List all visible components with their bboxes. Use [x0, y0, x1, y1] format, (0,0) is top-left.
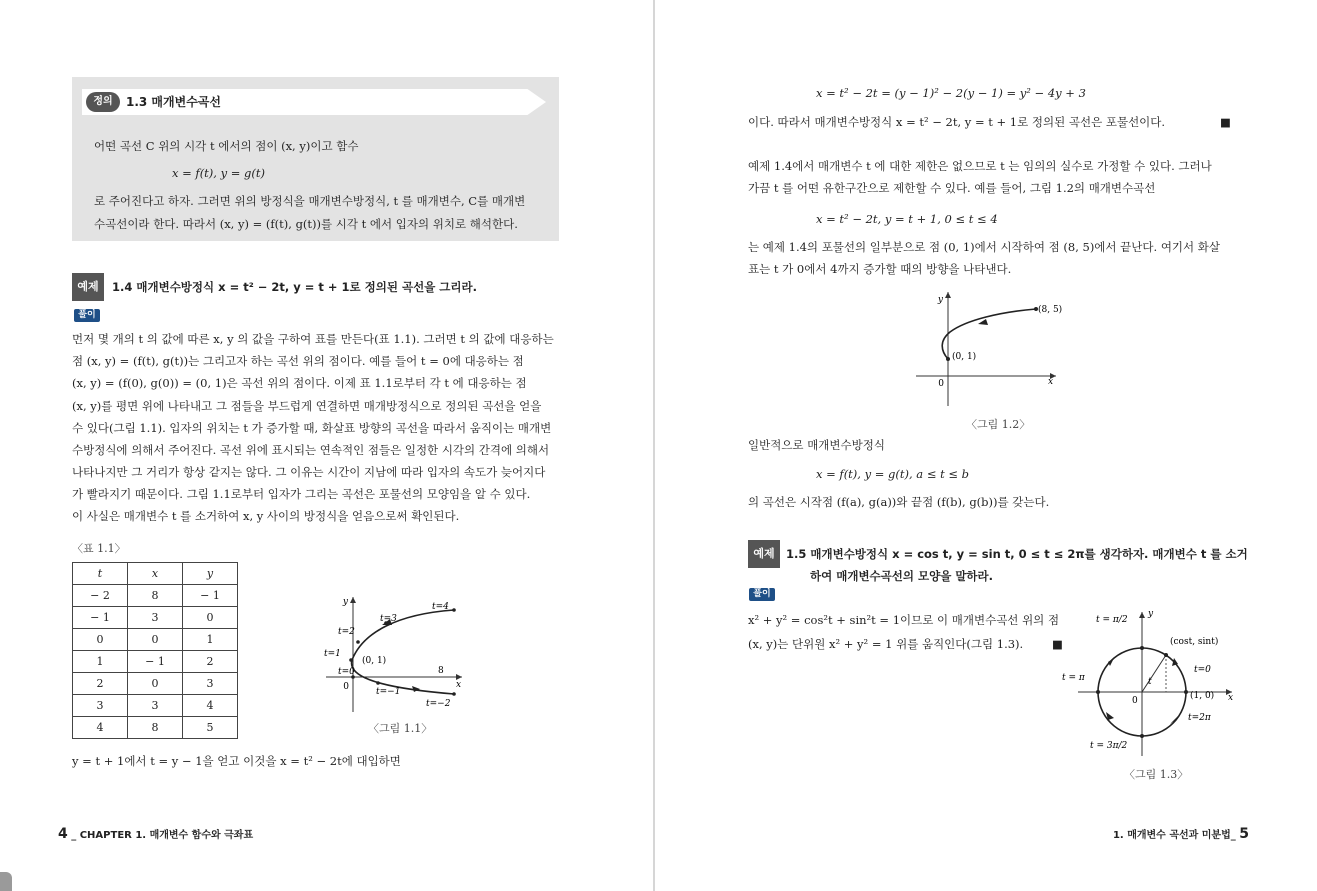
paragraph-line: 는 예제 1.4의 포물선의 일부분으로 점 (0, 1)에서 시작하여 점 (8, 5)에서 끝난다. 여기서 화살: [748, 240, 1221, 254]
solution-line2: (x, y)는 단위원 x² + y² = 1 위를 움직인다(그림 1.3).: [748, 637, 1024, 651]
table-header: t: [73, 563, 128, 585]
definition-equation: x = f(t), y = g(t): [172, 166, 265, 180]
table-row: [73, 673, 238, 695]
footer-text: 1. 매개변수 곡선과 미분법_: [1112, 830, 1236, 841]
table-cell: 4: [183, 695, 238, 717]
page-gutter: [653, 0, 655, 891]
table-cell: 3: [128, 607, 183, 629]
right-page: [656, 0, 1317, 891]
page-number: 5: [1239, 826, 1249, 842]
t2pi-label: t=2π: [1188, 713, 1211, 723]
table-row: [73, 607, 238, 629]
figure-1-1-caption: 〈그림 1.1〉: [368, 722, 433, 735]
table-header: x: [128, 563, 183, 585]
figure-1-1: [318, 592, 468, 716]
left-point: [1096, 690, 1100, 694]
body-line: 나타나지만 그 거리가 항상 같지는 않다. 그 이유는 시간이 지남에 따라 입자의 속도가 늦어지다: [72, 465, 546, 479]
table-cell: 0: [73, 629, 128, 651]
equation-mid: x = t² − 2t, y = t + 1, 0 ≤ t ≤ 4: [816, 212, 998, 226]
y-axis-arrow: [350, 597, 356, 603]
table-row: [73, 717, 238, 739]
figure-1-3: [1060, 606, 1238, 762]
value-table: [72, 562, 238, 739]
x-axis-label: x: [1048, 377, 1054, 387]
body-line: 수방정식에 의해서 주어진다. 곡선 위에 표시되는 연속적인 점들은 일정한 시각의 간격에 의해서: [72, 443, 550, 457]
body-line: 이 사실은 매개변수 t 를 소거하여 x, y 사이의 방정식을 얻음으로써 확인된다.: [72, 509, 460, 523]
body-line: 점 (x, y) = (f(t), g(t))는 그리고자 하는 곡선 위의 점이다. 예를 들어 t = 0에 대응하는 점: [72, 354, 524, 368]
table-cell: 8: [128, 717, 183, 739]
parabola-curve: [352, 610, 454, 694]
table-cell: 5: [183, 717, 238, 739]
table-cell: 2: [73, 673, 128, 695]
page-number: 4: [58, 826, 68, 842]
example-title-line2: 하여 매개변수곡선의 모양을 말하라.: [810, 569, 994, 583]
curve-point: [349, 658, 353, 662]
footer-right: [1113, 826, 1249, 842]
body-line: (x, y) = (f(0), g(0)) = (0, 1)은 곡선 위의 점이다. 이제 표 1.1로부터 각 t 에 대응하는 점: [72, 376, 527, 390]
table-cell: 0: [128, 673, 183, 695]
solution-badge: 풀이: [74, 309, 100, 322]
y-axis-label: y: [1148, 609, 1154, 619]
definition-title: 1.3 매개변수곡선: [126, 95, 221, 109]
footer-left: [58, 826, 253, 842]
definition-line3: 수곡선이라 한다. 따라서 (x, y) = (f(t), g(t))를 시각 t 에서 입자의 위치로 해석한다.: [94, 217, 518, 231]
table-cell: 8: [128, 585, 183, 607]
conclusion-line: 이다. 따라서 매개변수방정식 x = t² − 2t, y = t + 1로 정의된 곡선은 포물선이다.: [748, 115, 1166, 129]
curve-point: [376, 681, 380, 685]
start-point: [946, 357, 950, 361]
unit-point-label: (1, 0): [1190, 691, 1215, 701]
point-label: (cost, sint): [1170, 637, 1219, 647]
table-cell: 1: [183, 629, 238, 651]
paragraph-line: 표는 t 가 0에서 4까지 증가할 때의 방향을 나타낸다.: [748, 262, 1012, 276]
body-line: 먼저 몇 개의 t 의 값에 따른 x, y 의 값을 구하여 표를 만든다(표 1.1). 그러면 t 의 값에 대응하는: [72, 332, 554, 346]
figure-1-2: [914, 288, 1074, 410]
t0-label: t=0: [1194, 665, 1211, 675]
x-axis-label: x: [456, 680, 462, 690]
y-axis-arrow: [1139, 612, 1145, 618]
origin-label: 0: [938, 379, 944, 389]
general-tail: 의 곡선은 시작점 (f(a), g(a))와 끝점 (f(b), g(b))를 갖는다.: [748, 495, 1050, 509]
table-cell: − 2: [73, 585, 128, 607]
curve-point: [452, 608, 456, 612]
table-header: y: [183, 563, 238, 585]
table-cell: − 1: [183, 585, 238, 607]
table-row: [73, 585, 238, 607]
eight-label: 8: [438, 666, 444, 676]
curve-point: [452, 692, 456, 696]
corner-tab: [0, 872, 12, 891]
left-page: [0, 0, 654, 891]
tm2-label: t=−2: [426, 699, 451, 709]
table-row: [73, 695, 238, 717]
t2-label: t=2: [338, 627, 355, 637]
footer-text: _ CHAPTER 1. 매개변수 함수와 극좌표: [71, 830, 254, 841]
table-header-row: [73, 563, 238, 585]
top-point: [1140, 646, 1144, 650]
general-line: 일반적으로 매개변수방정식: [748, 438, 885, 452]
start-label: (0, 1): [952, 352, 977, 362]
moving-point: [1164, 653, 1168, 657]
end-label: (8, 5): [1038, 305, 1063, 315]
body-line: 수 있다(그림 1.1). 입자의 위치는 t 가 증가할 때, 화살표 방향의 곡선을 따라서 움직이는 매개변: [72, 421, 552, 435]
body-line: (x, y)를 평면 위에 나타내고 그 점들을 부드럽게 연결하면 매개방정식으로 정의된 곡선을 얻을: [72, 399, 542, 413]
origin-label: 0: [343, 682, 349, 692]
bottom-point: [1140, 734, 1144, 738]
origin-label: 0: [1132, 696, 1138, 706]
solution-badge: 풀이: [749, 588, 775, 601]
table-caption: 〈표 1.1〉: [72, 542, 126, 555]
solution-end-mark: ■: [1052, 637, 1063, 651]
tm1-label: t=−1: [376, 687, 401, 697]
y-axis-label: y: [342, 597, 348, 607]
radius-line: [1142, 655, 1166, 692]
definition-box: [72, 77, 559, 241]
circle-arrow: [1108, 658, 1114, 666]
definition-badge: 정의: [86, 92, 120, 112]
table-row: [73, 629, 238, 651]
start-point: [1184, 690, 1188, 694]
table-cell: 3: [128, 695, 183, 717]
angle-label: t: [1148, 677, 1152, 687]
t1-label: t=1: [324, 649, 341, 659]
table-cell: 2: [183, 651, 238, 673]
t3-label: t=3: [380, 614, 397, 624]
table-row: [73, 651, 238, 673]
paragraph-line: 가끔 t 를 어떤 유한구간으로 제한할 수 있다. 예를 들어, 그림 1.2의 매개변수곡선: [748, 181, 1156, 195]
example-badge: 예제: [72, 273, 104, 301]
t-half-pi-label: t = π/2: [1096, 615, 1128, 625]
table-cell: − 1: [128, 651, 183, 673]
table-cell: 1: [73, 651, 128, 673]
example-badge: 예제: [748, 540, 780, 568]
curve-arrow: [978, 319, 988, 325]
example-title-line1: 1.5 매개변수방정식 x = cos t, y = sin t, 0 ≤ t ≤ 2π를 생각하자. 매개변수 t 를 소거: [786, 547, 1248, 561]
table-cell: 3: [73, 695, 128, 717]
end-mark: ■: [1220, 115, 1231, 129]
equation-general: x = f(t), y = g(t), a ≤ t ≤ b: [816, 467, 970, 481]
table-cell: 3: [183, 673, 238, 695]
definition-line2: 로 주어진다고 하자. 그러면 위의 방정식을 매개변수방정식, t 를 매개변수, C를 매개변: [94, 194, 526, 208]
curve-point: [356, 640, 360, 644]
x-axis-label: x: [1228, 693, 1234, 703]
example-title: 1.4 매개변수방정식 x = t² − 2t, y = t + 1로 정의된 곡선을 그리라.: [112, 280, 478, 294]
solution-line1: x² + y² = cos²t + sin²t = 1이므로 이 매개변수곡선 위의 점: [748, 613, 1060, 627]
table-cell: 0: [183, 607, 238, 629]
t-three-half-pi-label: t = 3π/2: [1090, 741, 1128, 751]
definition-line1: 어떤 곡선 C 위의 시각 t 에서의 점이 (x, y)이고 함수: [94, 139, 359, 153]
t-pi-label: t = π: [1062, 673, 1085, 683]
paragraph-line: 예제 1.4에서 매개변수 t 에 대한 제한은 없으므로 t 는 임의의 실수로 가정할 수 있다. 그러나: [748, 159, 1212, 173]
body-line: 가 빨라지기 때문이다. 그림 1.1로부터 입자가 그리는 곡선은 포물선의 모양임을 알 수 있다.: [72, 487, 531, 501]
y-axis-label: y: [937, 295, 943, 305]
t0-label: t=0: [338, 667, 355, 677]
closing-line: y = t + 1에서 t = y − 1을 얻고 이것을 x = t² − 2t에 대입하면: [72, 754, 401, 768]
point-label: (0, 1): [362, 656, 387, 666]
table-cell: 0: [128, 629, 183, 651]
equation-top: x = t² − 2t = (y − 1)² − 2(y − 1) = y² − 4y + 3: [816, 86, 1086, 100]
figure-1-2-caption: 〈그림 1.2〉: [966, 418, 1031, 431]
y-axis-arrow: [945, 292, 951, 298]
table-cell: − 1: [73, 607, 128, 629]
t4-label: t=4: [432, 602, 449, 612]
table-cell: 4: [73, 717, 128, 739]
figure-1-3-caption: 〈그림 1.3〉: [1124, 768, 1189, 781]
